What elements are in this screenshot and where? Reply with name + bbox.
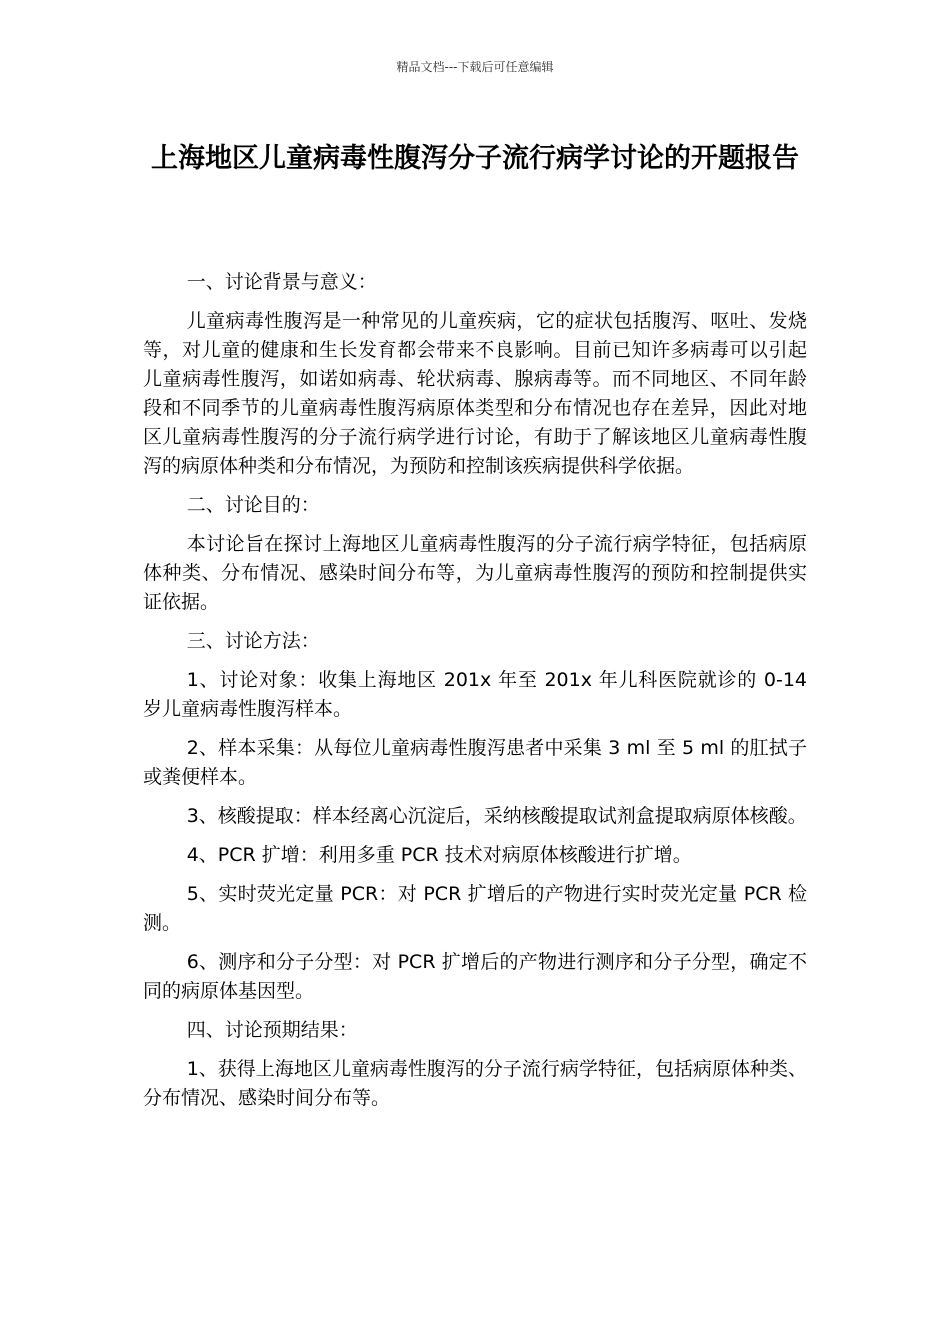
paragraph-purpose: 本讨论旨在探讨上海地区儿童病毒性腹泻的分子流行病学特征，包括病原体种类、分布情况、感染时间分布等，为儿童病毒性腹泻的预防和控制提供实证依据。 [143, 533, 807, 613]
document-body [143, 268, 807, 1123]
section-heading-result: 四、讨论预期结果： [186, 1019, 358, 1041]
method-item: 4、PCR 扩增：利用多重 PCR 技术对病原体核酸进行扩增。 [186, 844, 692, 866]
method-item: 3、核酸提取：样本经离心沉淀后，采纳核酸提取试剂盒提取病原体核酸。 [186, 805, 807, 827]
document-title: 上海地区儿童病毒性腹泻分子流行病学讨论的开题报告 [151, 143, 799, 174]
method-item: 1、讨论对象：收集上海地区 201x 年至 201x 年儿科医院就诊的 0-14 岁儿童病毒性腹泻样本。 [143, 669, 807, 720]
method-item: 2、样本采集：从每位儿童病毒性腹泻患者中采集 3 ml 至 5 ml 的肛拭子或粪便样本。 [143, 737, 807, 788]
paragraph-background: 儿童病毒性腹泻是一种常见的儿童疾病，它的症状包括腹泻、呕吐、发烧等，对儿童的健康和生长发育都会带来不良影响。目前已知许多病毒可以引起儿童病毒性腹泻，如诺如病毒、轮状病毒、腺病毒等。而不同地区、不同年龄段和不同季节的儿童病毒性腹泻病原体类型和分布情况也存在差异，因此对地区儿童病毒性腹泻的分子流行病学进行讨论，有助于了解该地区儿童病毒性腹泻的病原体种类和分布情况，为预防和控制该疾病提供科学依据。 [143, 310, 807, 477]
section-heading-purpose: 二、讨论目的： [186, 494, 320, 516]
method-item: 6、测序和分子分型：对 PCR 扩增后的产物进行测序和分子分型，确定不同的病原体基因型。 [143, 951, 807, 1002]
header-note: 精品文档---下载后可任意编辑 [396, 60, 554, 74]
result-item: 1、获得上海地区儿童病毒性腹泻的分子流行病学特征，包括病原体种类、分布情况、感染时间分布等。 [143, 1058, 807, 1109]
method-item: 5、实时荧光定量 PCR：对 PCR 扩增后的产物进行实时荧光定量 PCR 检测。 [143, 883, 807, 934]
section-heading-background: 一、讨论背景与意义： [186, 271, 377, 293]
section-heading-method: 三、讨论方法： [186, 630, 320, 652]
